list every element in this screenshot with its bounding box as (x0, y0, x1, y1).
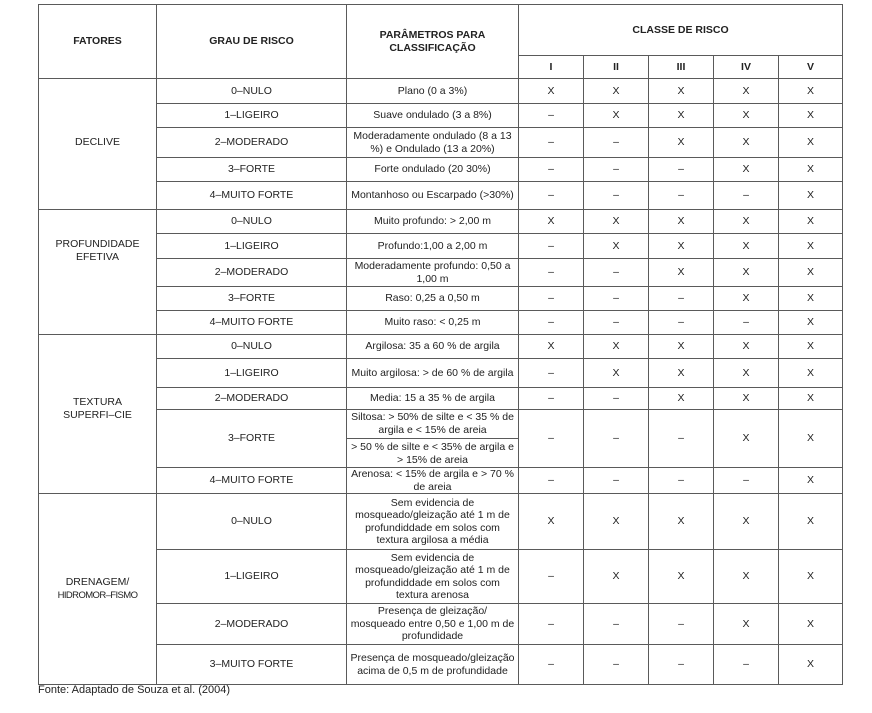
table-row (39, 158, 843, 182)
class-mark-cell: – (714, 645, 779, 685)
class-mark-cell: X (584, 79, 649, 104)
grau-cell: 1–LIGEIRO (157, 234, 347, 259)
grau-cell: 4–MUITO FORTE (157, 182, 347, 210)
class-mark-cell: X (714, 494, 779, 550)
table-row (39, 494, 843, 550)
fator-cell-drenagem (39, 494, 157, 685)
class-mark-cell: X (779, 645, 843, 685)
fator-cell-declive (39, 79, 157, 210)
table-row (39, 311, 843, 335)
table-row (39, 79, 843, 104)
fator-label: DRENAGEM/ (65, 576, 130, 588)
fator-cell-profundidade (39, 210, 157, 335)
parametro-cell: Sem evidencia de mosqueado/gleização até 1 m de profundiddade em solos com textura argilosa a média (347, 494, 519, 550)
fator-label: PROFUNDIDADE EFETIVA (55, 238, 140, 263)
class-mark-cell: X (649, 335, 714, 359)
table-row (39, 468, 843, 494)
parametro-cell: Arenosa: < 15% de argila e > 70 % de areia (347, 468, 519, 494)
class-mark-cell: X (584, 359, 649, 388)
header-parametros: PARÂMETROS PARA CLASSIFICAÇÃO (347, 5, 519, 79)
class-mark-cell: – (714, 468, 779, 494)
parametro-cell (347, 410, 519, 468)
class-mark-cell: – (519, 410, 584, 468)
class-mark-cell: X (714, 550, 779, 604)
class-mark-cell: – (649, 158, 714, 182)
class-mark-cell: X (779, 210, 843, 234)
grau-cell: 1–LIGEIRO (157, 104, 347, 128)
class-mark-cell: – (649, 287, 714, 311)
class-mark-cell: – (519, 104, 584, 128)
parametro-cell: Forte ondulado (20 30%) (347, 158, 519, 182)
header-class-iv: IV (714, 56, 779, 79)
class-mark-cell: – (584, 410, 649, 468)
class-mark-cell: X (779, 158, 843, 182)
class-mark-cell: – (519, 158, 584, 182)
class-mark-cell: X (649, 104, 714, 128)
table-row (39, 359, 843, 388)
grau-cell: 0–NULO (157, 210, 347, 234)
fator-label-line2: HIDROMOR–FISMO (57, 590, 138, 601)
risk-classification-table (38, 4, 843, 685)
grau-cell: 4–MUITO FORTE (157, 468, 347, 494)
class-mark-cell: X (779, 79, 843, 104)
parametro-cell: Media: 15 a 35 % de argila (347, 388, 519, 410)
class-mark-cell: X (714, 210, 779, 234)
parametro-cell: Plano (0 a 3%) (347, 79, 519, 104)
class-mark-cell: X (779, 234, 843, 259)
class-mark-cell: – (584, 128, 649, 158)
class-mark-cell: – (584, 468, 649, 494)
class-mark-cell: X (714, 234, 779, 259)
grau-cell: 2–MODERADO (157, 128, 347, 158)
grau-cell: 3–FORTE (157, 158, 347, 182)
table-row (39, 388, 843, 410)
class-mark-cell: X (714, 104, 779, 128)
class-mark-cell: – (584, 158, 649, 182)
class-mark-cell: – (649, 468, 714, 494)
grau-cell: 3–FORTE (157, 287, 347, 311)
class-mark-cell: X (714, 604, 779, 645)
class-mark-cell: X (779, 388, 843, 410)
class-mark-cell: X (779, 604, 843, 645)
table-row (39, 410, 843, 468)
class-mark-cell: – (584, 182, 649, 210)
header-grau-de-risco: GRAU DE RISCO (157, 5, 347, 79)
class-mark-cell: – (519, 645, 584, 685)
class-mark-cell: X (649, 359, 714, 388)
class-mark-cell: – (519, 259, 584, 287)
grau-cell: 3–FORTE (157, 410, 347, 468)
parametro-cell: Sem evidencia de mosqueado/gleização até 1 m de profundiddade em solos com textura arenosa (347, 550, 519, 604)
parametro-cell: Moderadamente profundo: 0,50 a 1,00 m (347, 259, 519, 287)
table-row (39, 550, 843, 604)
grau-cell: 2–MODERADO (157, 388, 347, 410)
parametro-cell: Argilosa: 35 a 60 % de argila (347, 335, 519, 359)
class-mark-cell: X (779, 410, 843, 468)
source-note: Fonte: Adaptado de Souza et al. (2004) (38, 684, 231, 696)
class-mark-cell: X (519, 335, 584, 359)
parametro-cell: Muito argilosa: > de 60 % de argila (347, 359, 519, 388)
grau-cell: 2–MODERADO (157, 604, 347, 645)
class-mark-cell: X (714, 287, 779, 311)
grau-cell: 0–NULO (157, 79, 347, 104)
class-mark-cell: – (519, 234, 584, 259)
grau-cell: 0–NULO (157, 494, 347, 550)
table-row (39, 234, 843, 259)
table-row (39, 128, 843, 158)
header-class-iii: III (649, 56, 714, 79)
grau-cell: 1–LIGEIRO (157, 359, 347, 388)
table-row (39, 335, 843, 359)
parametro-cell: Suave ondulado (3 a 8%) (347, 104, 519, 128)
class-mark-cell: – (649, 182, 714, 210)
class-mark-cell: X (779, 311, 843, 335)
class-mark-cell: X (779, 128, 843, 158)
class-mark-cell: X (779, 550, 843, 604)
class-mark-cell: – (519, 287, 584, 311)
grau-cell: 2–MODERADO (157, 259, 347, 287)
class-mark-cell: X (714, 259, 779, 287)
class-mark-cell: – (584, 259, 649, 287)
table-body (39, 79, 843, 685)
class-mark-cell: X (779, 104, 843, 128)
parametro-line: > 50 % de silte e < 35% de argila e > 15% de areia (351, 441, 514, 466)
parametro-cell: Presença de gleização/ mosqueado entre 0,50 e 1,00 m de profundidade (347, 604, 519, 645)
class-mark-cell: – (584, 645, 649, 685)
grau-cell: 4–MUITO FORTE (157, 311, 347, 335)
class-mark-cell: X (584, 550, 649, 604)
class-mark-cell: X (779, 494, 843, 550)
class-mark-cell: – (714, 311, 779, 335)
class-mark-cell: X (649, 550, 714, 604)
class-mark-cell: X (714, 128, 779, 158)
class-mark-cell: – (519, 604, 584, 645)
fator-cell-textura (39, 335, 157, 494)
parametro-cell: Muito profundo: > 2,00 m (347, 210, 519, 234)
parametro-line: Siltosa: > 50% de silte e < 35 % de argila e < 15% de areia (347, 410, 518, 439)
class-mark-cell: X (584, 494, 649, 550)
parametro-cell: Moderadamente ondulado (8 a 13 %) e Ondulado (13 a 20%) (347, 128, 519, 158)
table-row (39, 210, 843, 234)
class-mark-cell: X (714, 388, 779, 410)
class-mark-cell: X (649, 494, 714, 550)
fator-label: DECLIVE (75, 135, 120, 148)
header-fatores: FATORES (39, 5, 157, 79)
class-mark-cell: X (779, 259, 843, 287)
class-mark-cell: – (649, 311, 714, 335)
class-mark-cell: X (779, 335, 843, 359)
grau-cell: 1–LIGEIRO (157, 550, 347, 604)
class-mark-cell: – (584, 287, 649, 311)
class-mark-cell: – (519, 550, 584, 604)
class-mark-cell: X (779, 287, 843, 311)
class-mark-cell: X (519, 494, 584, 550)
class-mark-cell: X (649, 234, 714, 259)
class-mark-cell: – (519, 468, 584, 494)
class-mark-cell: X (714, 335, 779, 359)
parametro-cell: Presença de mosqueado/gleização acima de 0,5 m de profundidade (347, 645, 519, 685)
parametro-cell: Raso: 0,25 a 0,50 m (347, 287, 519, 311)
header-class-ii: II (584, 56, 649, 79)
class-mark-cell: X (779, 359, 843, 388)
table-row (39, 259, 843, 287)
class-mark-cell: – (519, 311, 584, 335)
parametro-cell: Montanhoso ou Escarpado (>30%) (347, 182, 519, 210)
table-row (39, 182, 843, 210)
class-mark-cell: X (714, 158, 779, 182)
table-row (39, 604, 843, 645)
class-mark-cell: X (649, 259, 714, 287)
header-class-i: I (519, 56, 584, 79)
class-mark-cell: – (714, 182, 779, 210)
class-mark-cell: X (779, 468, 843, 494)
class-mark-cell: X (649, 79, 714, 104)
class-mark-cell: X (584, 210, 649, 234)
class-mark-cell: X (649, 128, 714, 158)
class-mark-cell: – (519, 182, 584, 210)
table-row (39, 104, 843, 128)
class-mark-cell: X (714, 79, 779, 104)
class-mark-cell: – (584, 604, 649, 645)
class-mark-cell: X (584, 104, 649, 128)
class-mark-cell: X (649, 210, 714, 234)
parametro-cell: Muito raso: < 0,25 m (347, 311, 519, 335)
class-mark-cell: – (584, 311, 649, 335)
class-mark-cell: X (714, 359, 779, 388)
class-mark-cell: – (519, 128, 584, 158)
grau-cell: 0–NULO (157, 335, 347, 359)
class-mark-cell: – (519, 388, 584, 410)
class-mark-cell: X (519, 210, 584, 234)
class-mark-cell: – (584, 388, 649, 410)
fator-label: TEXTURA SUPERFI–CIE (63, 396, 132, 421)
class-mark-cell: X (584, 335, 649, 359)
table-row (39, 645, 843, 685)
header-classe-de-risco: CLASSE DE RISCO (519, 5, 843, 56)
table-row (39, 287, 843, 311)
grau-cell: 3–MUITO FORTE (157, 645, 347, 685)
class-mark-cell: X (584, 234, 649, 259)
class-mark-cell: X (714, 410, 779, 468)
class-mark-cell: – (519, 359, 584, 388)
parametro-cell: Profundo:1,00 a 2,00 m (347, 234, 519, 259)
class-mark-cell: X (519, 79, 584, 104)
class-mark-cell: – (649, 604, 714, 645)
header-class-v: V (779, 56, 843, 79)
class-mark-cell: X (649, 388, 714, 410)
class-mark-cell: X (779, 182, 843, 210)
class-mark-cell: – (649, 410, 714, 468)
class-mark-cell: – (649, 645, 714, 685)
